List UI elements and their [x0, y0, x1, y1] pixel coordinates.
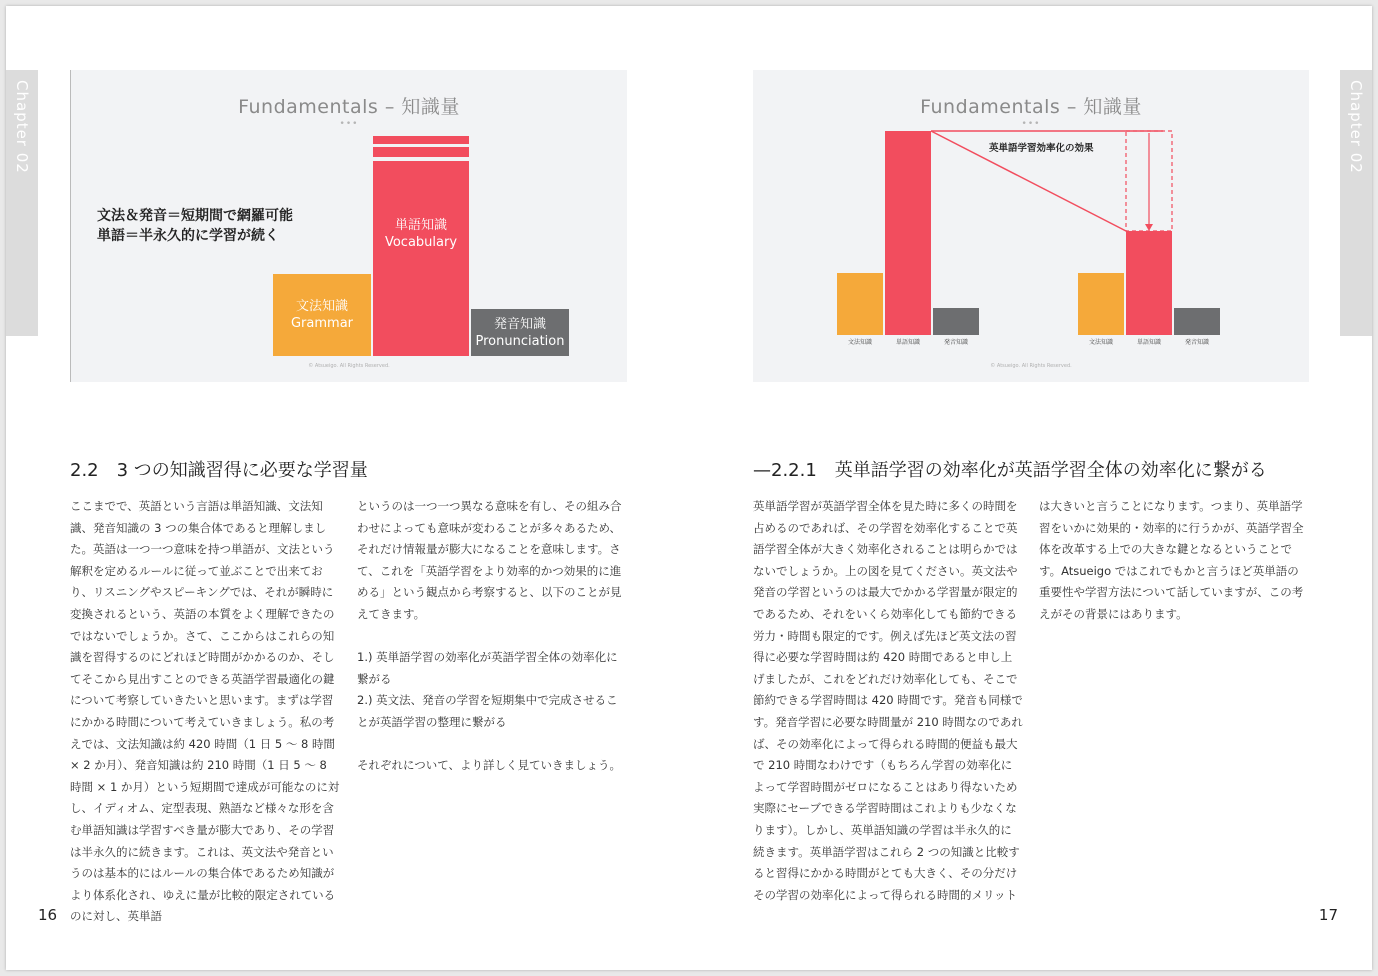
- grammar-label-en: Grammar: [290, 316, 354, 331]
- vocab-small-label: 単語知識: [895, 339, 920, 346]
- slide-copyright: © Atsueigo. All Rights Reserved.: [990, 363, 1072, 369]
- pronunciation-bar-before: [933, 308, 979, 335]
- pronunciation-label-jp: 発音知識: [493, 317, 546, 332]
- pronunciation-small-label: 発音知識: [943, 339, 968, 346]
- list-item: 1.) 英単語学習の効率化が英語学習全体の効率化に繋がる: [357, 650, 618, 686]
- chapter-tab: [6, 70, 38, 336]
- body-paragraph: は大きいと言うことになります。つまり、英単語学習をいかに効果的・効率的に行うかが、英語学習全体を改革する上での大きな鍵となるということです。Atsueigo ではこれでもかと言うほど英単語の重要性や学習方法について話していますが、この考えがその背景にはあります。: [1039, 499, 1304, 621]
- slide-note-line: 文法＆発音＝短期間で網羅可能: [97, 208, 293, 224]
- pronunciation-label-en: Pronunciation: [475, 334, 565, 349]
- slide-title: Fundamentals – 知識量: [238, 96, 460, 118]
- book-spread: [6, 6, 1372, 970]
- pronunciation-bar-after: [1174, 308, 1220, 335]
- body-paragraph: ここまでで、英語という言語は単語知識、文法知識、発音知識の 3 つの集合体であると理解しました。英語は一つ一つ意味を持つ単語が、文法という解釈を定めるルールに従って並ぶことで出来ており、リスニングやスピーキングでは、それが瞬時に変換されるという、英語の本質をよく理解できたのではないでしょうか。さて、ここからはこれらの知識を習得するのにどれほど時間がかかるのか、そしてそこから見出すことのできる英語学習最適化の鍵について考察していきたいと思います。まずは学習にかかる時間について考えていきましょう。私の考えでは、文法知識は約 420 時間（1 日 5 ～ 8 時間 × 2 か月）、発音知識は約 210 時間（1 日 5 ～ 8 時間 × 1 か月）という短期間で達成が可能なのに対し、イディオム、定型表現、熟語など様々な形を含む単語知識は学習すべき量が膨大であり、その学習は半永久的に続きます。これは、英文法や発音というのは基本的にはルールの集合体であるため知識がより体系化され、ゆえに量が比較的限定されているのに対し、英単語: [70, 499, 340, 924]
- body-paragraph: というのは一つ一つ異なる意味を有し、その組み合わせによっても意味が変わることが多々あるため、それだけ情報量が膨大になることを意味します。さて、これを「英語学習をより効率的かつ効果的に進める」という観点から考察すると、以下のことが見えてきます。: [357, 499, 622, 621]
- efficiency-diagram: [753, 70, 1309, 382]
- page-number: 17: [1318, 906, 1338, 924]
- vocab-bar-before: [885, 131, 931, 335]
- chapter-tab-label: Chapter 02: [1347, 80, 1365, 174]
- text-column-1: [753, 496, 1023, 906]
- grammar-bar: [273, 274, 371, 356]
- pronunciation-bar-label: [471, 316, 569, 350]
- slide-dots: •••: [339, 119, 359, 129]
- vocab-bar: [373, 161, 469, 356]
- text-column-2: [1039, 496, 1309, 626]
- chapter-tab: [1340, 70, 1372, 336]
- reduction-arrow-head: [1145, 224, 1153, 231]
- vocab-bar-cap-1: [373, 136, 469, 144]
- grammar-label-jp: 文法知識: [295, 299, 348, 314]
- text-column-2: [357, 496, 627, 777]
- slide-note: [97, 206, 293, 246]
- body-paragraph: それぞれについて、より詳しく見ていきましょう。: [357, 758, 622, 773]
- effect-annotation: 英単語学習効率化の効果: [989, 143, 1094, 154]
- slide-dots: •••: [1021, 119, 1041, 129]
- vocab-bar-cap-2: [373, 147, 469, 157]
- vocab-label-en: Vocabulary: [384, 235, 458, 250]
- chapter-tab-label: Chapter 02: [13, 80, 31, 174]
- efficiency-effect-slide: [753, 70, 1309, 382]
- list-item: 2.) 英文法、発音の学習を短期集中で完成させることが英語学習の整理に繋がる: [357, 693, 618, 729]
- slide-title: Fundamentals – 知識量: [920, 96, 1142, 118]
- vocab-bar-label: [373, 217, 469, 251]
- grammar-bar-label: [273, 298, 371, 332]
- section-heading: 2.2 3 つの知識習得に必要な学習量: [70, 460, 368, 481]
- vocab-small-label: 単語知識: [1136, 339, 1161, 346]
- pronunciation-bar: [471, 309, 569, 356]
- grammar-bar-before: [837, 273, 883, 335]
- slide-note-line: 単語＝半永久的に学習が続く: [97, 228, 279, 244]
- grammar-small-label: 文法知識: [1088, 339, 1113, 346]
- body-paragraph: 英単語学習が英語学習全体を見た時に多くの時間を占めるのであれば、その学習を効率化することで英語学習全体が大きく効率化されることは明らかではないでしょうか。上の図を見てください。英文法や発音の学習というのは最大でかかる学習量が限定的であるため、それをいくら効率化しても節約できる労力・時間も限定的です。例えば先ほど英文法の習得に必要な学習時間は約 420 時間であると申し上げましたが、これをどれだけ効率化しても、そこで節約できる学習時間は 420 時間です。発音も同様です。発音学習に必要な時間量が 210 時間なのであれば、その効率化によって得られる時間的便益も最大で 210 時間なわけです（もちろん学習の効率化によって学習時間がゼロになることはあり得ないため実際にセーブできる学習時間はこれよりも少なくなります）。しかし、英単語知識の学習は半永久的に続きます。英単語学習はこれら 2 つの知識と比較すると習得にかかる時間がとても大きく、その分だけその学習の効率化によって得られる時間的メリット: [753, 499, 1023, 902]
- page-number: 16: [38, 906, 58, 924]
- left-page: [6, 6, 689, 970]
- vocab-bar-after: [1126, 231, 1172, 335]
- vocab-label-jp: 単語知識: [394, 218, 447, 233]
- knowledge-volume-slide: [70, 70, 627, 382]
- grammar-small-label: 文法知識: [847, 339, 872, 346]
- text-column-1: [70, 496, 340, 928]
- slide-copyright: © Atsueigo. All Rights Reserved.: [308, 363, 390, 369]
- section-heading: —2.2.1 英単語学習の効率化が英語学習全体の効率化に繋がる: [753, 460, 1267, 481]
- pronunciation-small-label: 発音知識: [1184, 339, 1209, 346]
- grammar-bar-after: [1078, 273, 1124, 335]
- right-page: [689, 6, 1372, 970]
